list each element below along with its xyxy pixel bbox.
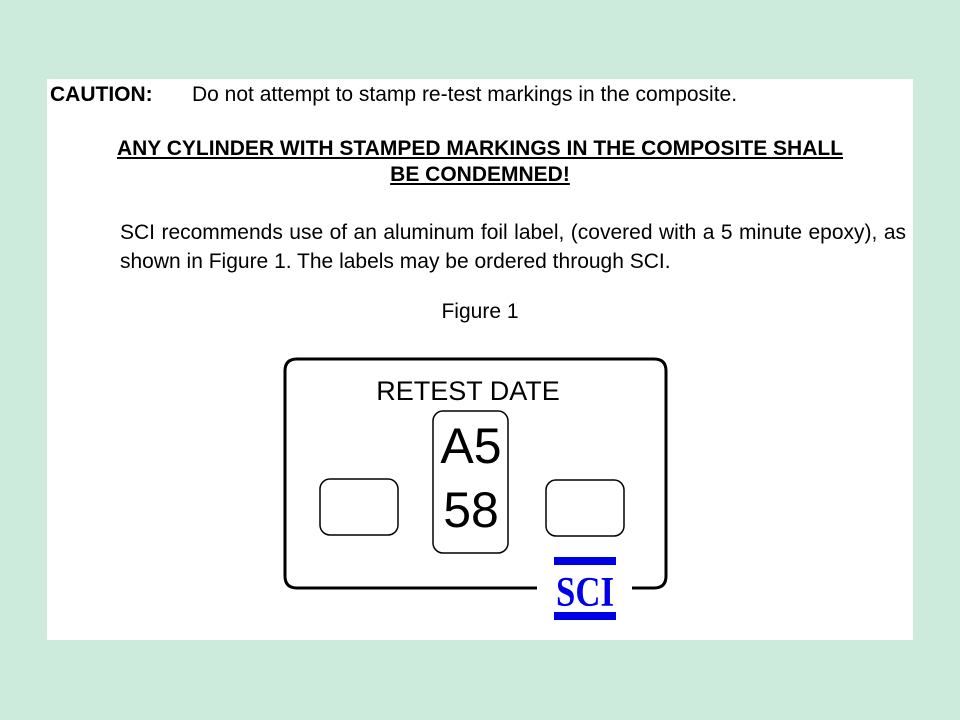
figure-caption: Figure 1 [441,300,519,323]
warning-line-2: BE CONDEMNED! [390,163,570,186]
label-title: RETEST DATE [376,376,560,406]
caution-text: Do not attempt to stamp re-test markings in the composite. [192,83,738,106]
right-stamp-box [546,480,624,536]
caution-label: CAUTION: [50,83,153,106]
warning-line-1: ANY CYLINDER WITH STAMPED MARKINGS IN THE COMPOSITE SHALL [116,137,844,160]
recommendation-paragraph: SCI recommends use of an aluminum foil label, (covered with a 5 minute epoxy), as shown in Figure 1. The labels may be ordered through SCI. [120,221,906,273]
retest-label-figure [47,79,913,640]
left-stamp-box [320,479,398,535]
logo-text: SCI [556,570,614,616]
code-top: A5 [440,418,502,474]
logo-top-bar [554,557,616,565]
sci-logo [554,557,616,620]
code-bottom: 58 [443,482,499,538]
content-panel [47,79,913,640]
